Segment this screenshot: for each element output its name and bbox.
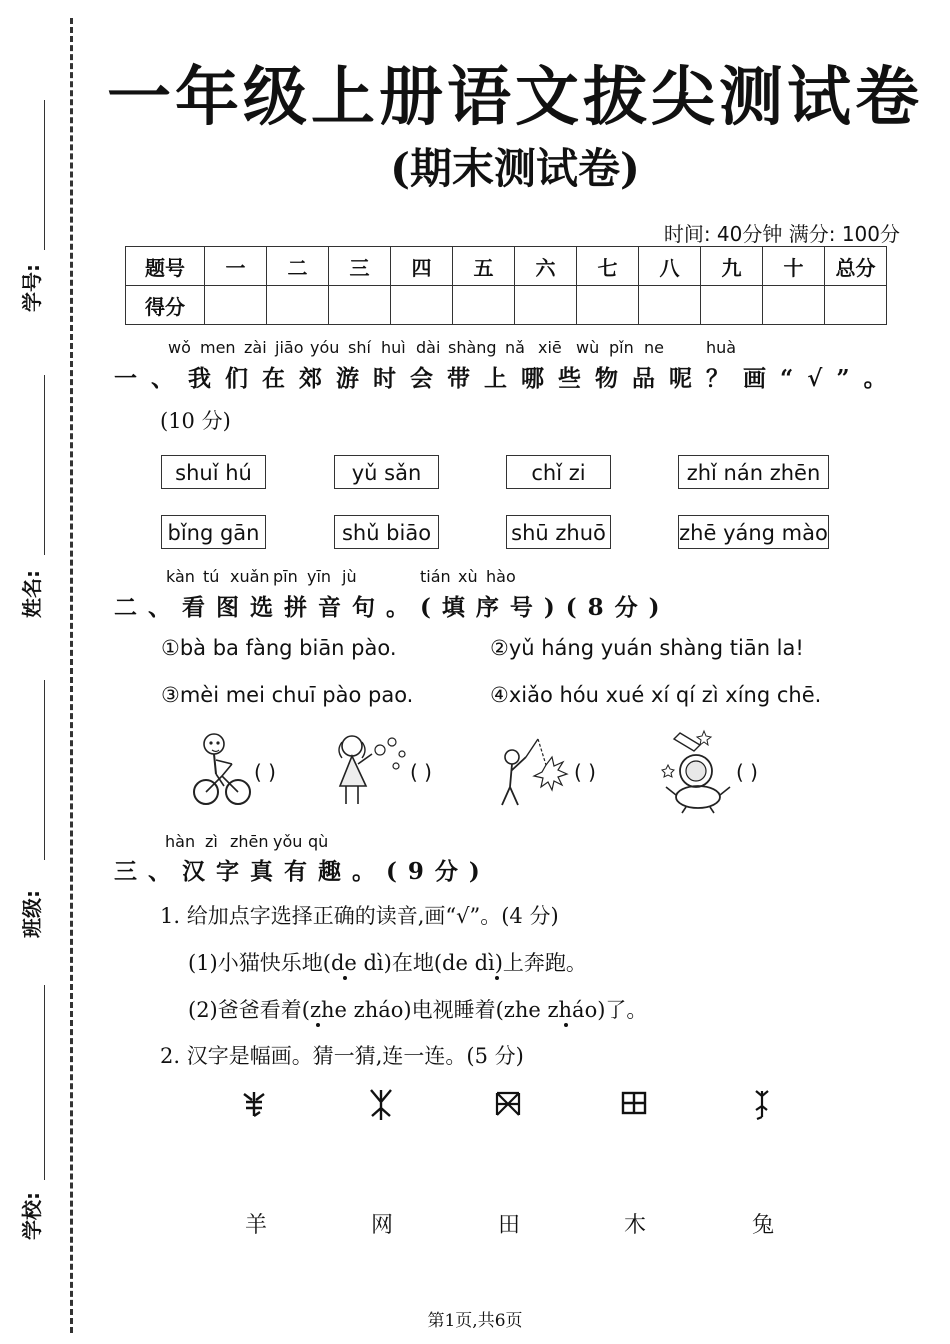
page-footer: 第1页,共6页 <box>427 1311 523 1331</box>
pinyin-syllable: dài <box>416 338 441 357</box>
score-header-cell: 六 <box>515 247 577 286</box>
score-header-cell: 三 <box>329 247 391 286</box>
ancient-yang-icon <box>240 1088 268 1120</box>
binding-dashed-line <box>70 18 73 1333</box>
modern-char: 田 <box>498 1213 521 1238</box>
pinyin-syllable: nǎ <box>505 338 525 357</box>
score-header-cell: 八 <box>639 247 701 286</box>
score-header-cell: 题号 <box>126 247 205 286</box>
emphasis-dot <box>564 1023 568 1027</box>
page-subtitle: (期末测试卷) <box>390 144 640 193</box>
score-header-cell: 四 <box>391 247 453 286</box>
answer-paren[interactable]: ( ) <box>574 760 596 784</box>
pinyin-syllable: zì <box>205 832 218 851</box>
score-row-label: 得分 <box>126 286 205 325</box>
score-input-cell[interactable] <box>329 286 391 325</box>
pinyin-syllable: huà <box>706 338 737 357</box>
sentence-1: ①bà ba fàng biān pào. <box>161 636 397 660</box>
pinyin-syllable: xiē <box>538 338 562 357</box>
section1-score: (10 分) <box>160 409 231 433</box>
score-input-cell[interactable] <box>515 286 577 325</box>
score-header-cell: 二 <box>267 247 329 286</box>
answer-paren[interactable]: ( ) <box>410 760 432 784</box>
score-table <box>125 246 887 325</box>
section3-heading: 三、汉字真有趣。(9分) <box>114 858 491 885</box>
firecracker-picture <box>490 735 575 810</box>
girl-bubbles-picture <box>330 730 410 810</box>
school-line <box>44 985 45 1180</box>
class-line <box>44 680 45 860</box>
pinyin-syllable: zài <box>244 338 267 357</box>
ancient-mu-icon <box>368 1086 394 1122</box>
pinyin-syllable: pǐn <box>609 338 634 357</box>
question-3-1: 1. 给加点字选择正确的读音,画“√”。(4 分) <box>160 904 559 928</box>
score-header-cell: 五 <box>453 247 515 286</box>
pinyin-syllable: zhēn <box>230 832 269 851</box>
option-box[interactable]: shǔ biāo <box>334 515 439 549</box>
option-box[interactable]: zhǐ nán zhēn <box>678 455 829 489</box>
score-header-cell: 总分 <box>825 247 887 286</box>
sentence-3: ③mèi mei chuī pào pao. <box>161 683 414 707</box>
option-box[interactable]: yǔ sǎn <box>334 455 439 489</box>
score-input-cell[interactable] <box>391 286 453 325</box>
question-3-2: 2. 汉字是幅画。猜一猜,连一连。(5 分) <box>160 1044 524 1068</box>
emphasis-dot <box>343 976 347 980</box>
score-input-cell[interactable] <box>205 286 267 325</box>
modern-char: 羊 <box>245 1213 268 1238</box>
name-line <box>44 375 45 555</box>
option-box[interactable]: zhē yáng mào <box>678 515 829 549</box>
ancient-wang-icon <box>494 1090 522 1118</box>
score-input-cell[interactable] <box>701 286 763 325</box>
modern-char: 网 <box>371 1213 394 1238</box>
pinyin-syllable: huì <box>381 338 406 357</box>
pinyin-syllable: shàng <box>448 338 497 357</box>
pinyin-syllable: hào <box>486 567 516 586</box>
name-label: 姓名: <box>20 570 44 618</box>
monkey-bike-picture <box>192 730 252 808</box>
sentence-4: ④xiǎo hóu xué xí qí zì xíng chē. <box>490 683 822 707</box>
ancient-tu-icon <box>752 1088 772 1120</box>
pinyin-syllable: wǒ <box>168 338 191 357</box>
pinyin-syllable: jù <box>342 567 357 586</box>
pinyin-syllable: kàn <box>166 567 195 586</box>
option-box[interactable]: shuǐ hú <box>161 455 266 489</box>
pinyin-syllable: pīn <box>273 567 298 586</box>
pinyin-syllable: qù <box>308 832 329 851</box>
ancient-tian-icon <box>620 1090 648 1116</box>
pinyin-syllable: tú <box>203 567 220 586</box>
pinyin-syllable: xù <box>458 567 478 586</box>
score-input-cell[interactable] <box>577 286 639 325</box>
pinyin-syllable: wù <box>576 338 600 357</box>
option-box[interactable]: chǐ zi <box>506 455 611 489</box>
section2-heading: 二、看图选拼音句。(填序号)(8分) <box>114 594 671 621</box>
pinyin-syllable: xuǎn <box>230 567 270 586</box>
score-table-header-row <box>126 247 887 286</box>
score-header-cell: 七 <box>577 247 639 286</box>
score-input-cell[interactable] <box>825 286 887 325</box>
school-label: 学校: <box>20 1192 44 1240</box>
score-header-cell: 一 <box>205 247 267 286</box>
pinyin-syllable: yóu <box>310 338 340 357</box>
class-label: 班级: <box>20 890 44 938</box>
score-input-cell[interactable] <box>639 286 701 325</box>
emphasis-dot <box>316 1023 320 1027</box>
modern-char: 木 <box>624 1213 647 1238</box>
option-box[interactable]: shū zhuō <box>506 515 611 549</box>
page-title: 一年级上册语文拔尖测试卷 <box>107 60 923 135</box>
pinyin-syllable: yīn <box>307 567 332 586</box>
score-input-cell[interactable] <box>453 286 515 325</box>
astronaut-picture <box>660 725 735 815</box>
sentence-2: ②yǔ háng yuán shàng tiān la! <box>490 636 804 660</box>
question-3-1-a: (1)小猫快乐地(de dì)在地(de dì)上奔跑。 <box>188 951 587 975</box>
score-input-cell[interactable] <box>267 286 329 325</box>
pinyin-syllable: shí <box>348 338 371 357</box>
section1-heading: 一、我们在郊游时会带上哪些物品呢？画“√”。 <box>114 365 901 392</box>
score-header-cell: 十 <box>763 247 825 286</box>
pinyin-syllable: hàn <box>165 832 196 851</box>
score-table-score-row <box>126 286 887 325</box>
answer-paren[interactable]: ( ) <box>254 760 276 784</box>
option-box[interactable]: bǐng gān <box>161 515 266 549</box>
pinyin-syllable: yǒu <box>273 832 303 851</box>
pinyin-syllable: men <box>200 338 236 357</box>
student-id-label: 学号: <box>20 264 44 312</box>
emphasis-dot <box>495 976 499 980</box>
score-header-cell: 九 <box>701 247 763 286</box>
score-input-cell[interactable] <box>763 286 825 325</box>
answer-paren[interactable]: ( ) <box>736 760 758 784</box>
pinyin-syllable: ne <box>644 338 664 357</box>
question-3-1-b: (2)爸爸看着(zhe zháo)电视睡着(zhe zháo)了。 <box>188 998 648 1022</box>
modern-char: 兔 <box>752 1213 775 1238</box>
pinyin-syllable: tián <box>420 567 451 586</box>
time-score-info: 时间: 40分钟 满分: 100分 <box>663 222 900 246</box>
pinyin-syllable: jiāo <box>275 338 304 357</box>
